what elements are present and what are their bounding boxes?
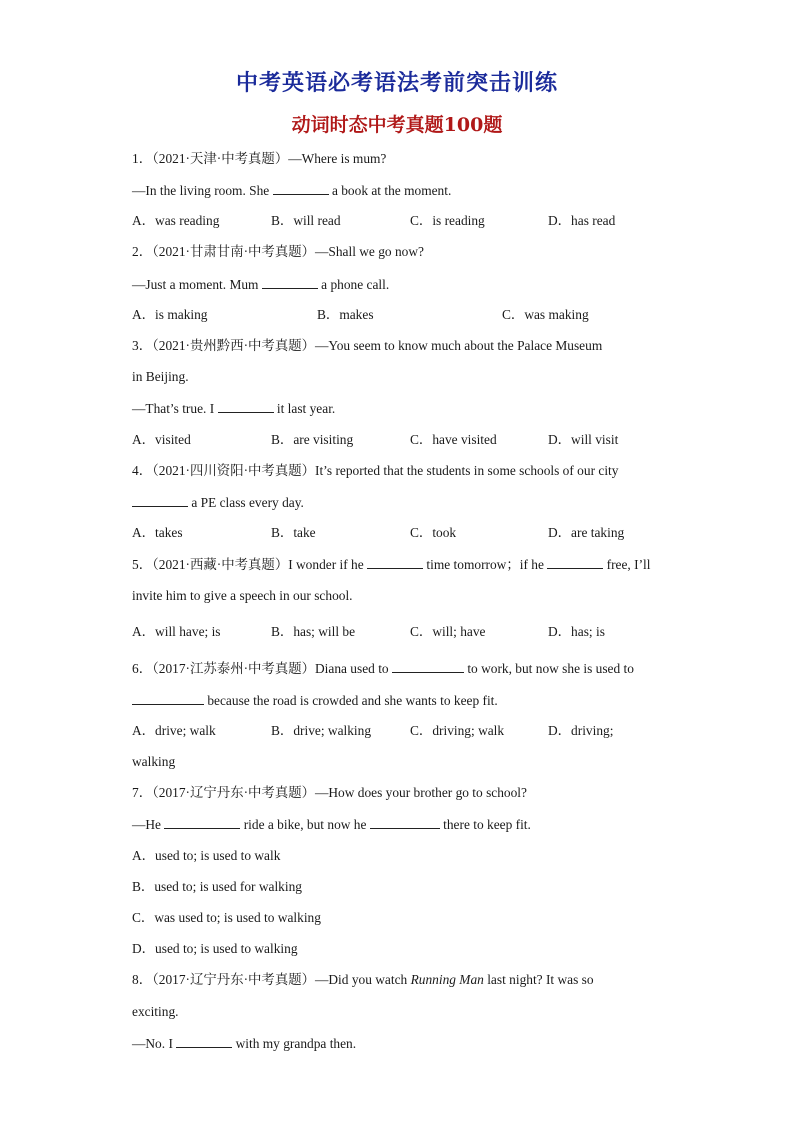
question-1-option-a: A．was reading	[132, 213, 220, 228]
question-7-option-a: A．used to; is used to walk	[132, 848, 281, 863]
question-6-option-d: D．driving;	[548, 723, 614, 738]
question-6-stem: 6．（2017·江苏泰州·中考真题）Diana used to to work, but now she is used to	[132, 661, 634, 676]
question-8-stem-cont: exciting.	[132, 1004, 179, 1019]
answer-blank	[176, 1035, 232, 1048]
question-3-option-c: C．have visited	[410, 432, 497, 447]
question-2-stem: 2．（2021·甘肃甘南·中考真题）—Shall we go now?	[132, 244, 424, 259]
question-2-option-b: B．makes	[317, 307, 374, 322]
question-1-option-d: D．has read	[548, 213, 616, 228]
question-8-stem: 8．（2017·辽宁丹东·中考真题）—Did you watch Running Man last night? It was so	[132, 972, 594, 987]
question-6-option-b: B．drive; walking	[271, 723, 372, 738]
answer-blank	[218, 400, 274, 413]
question-6-option-a: A．drive; walk	[132, 723, 216, 738]
answer-blank	[392, 660, 464, 673]
question-3-stem: 3．（2021·贵州黔西·中考真题）—You seem to know much about the Palace Museum	[132, 338, 603, 353]
answer-blank	[367, 556, 423, 569]
question-5-option-c: C．will; have	[410, 624, 486, 639]
question-1-option-c: C．is reading	[410, 213, 485, 228]
question-2-line2: —Just a moment. Mum a phone call.	[132, 277, 390, 292]
question-1-line2: —In the living room. She a book at the moment.	[132, 183, 452, 198]
question-6-option-c: C．driving; walk	[410, 723, 505, 738]
question-2-option-c: C．was making	[502, 307, 589, 322]
question-7-option-b: B．used to; is used for walking	[132, 879, 302, 894]
answer-blank	[547, 556, 603, 569]
answer-blank	[262, 276, 318, 289]
question-1-stem: 1．（2021·天津·中考真题）—Where is mum?	[132, 151, 387, 166]
question-1-option-b: B．will read	[271, 213, 341, 228]
question-5-option-a: A．will have; is	[132, 624, 221, 639]
question-5-stem: 5．（2021·西藏·中考真题）I wonder if he time tomorrow；if he free, I’ll	[132, 557, 651, 572]
question-6-line2: because the road is crowded and she wants to keep fit.	[132, 692, 498, 709]
question-3-option-d: D．will visit	[548, 432, 619, 447]
question-7-option-c: C．was used to; is used to walking	[132, 910, 321, 925]
question-4-stem: 4．（2021·四川资阳·中考真题）It’s reported that the students in some schools of our city	[132, 463, 619, 478]
question-7-stem: 7．（2017·辽宁丹东·中考真题）—How does your brother go to school?	[132, 785, 527, 800]
question-8-line2: —No. I with my grandpa then.	[132, 1036, 357, 1051]
question-5-stem-cont: invite him to give a speech in our school.	[132, 588, 353, 603]
answer-blank	[370, 816, 440, 829]
answer-blank	[132, 494, 188, 507]
question-6-option-d-cont: walking	[132, 754, 176, 769]
question-4-option-d: D．are taking	[548, 525, 625, 540]
answer-blank	[273, 182, 329, 195]
question-5-option-d: D．has; is	[548, 624, 605, 639]
question-4-option-b: B．take	[271, 525, 316, 540]
answer-blank	[164, 816, 240, 829]
question-4-option-c: C．took	[410, 525, 457, 540]
question-3-option-b: B．are visiting	[271, 432, 354, 447]
question-4-line2: a PE class every day.	[132, 494, 304, 511]
question-3-option-a: A．visited	[132, 432, 191, 447]
question-3-stem-cont: in Beijing.	[132, 369, 189, 384]
question-5-option-b: B．has; will be	[271, 624, 356, 639]
question-4-option-a: A．takes	[132, 525, 183, 540]
page-title: 中考英语必考语法考前突击训练	[235, 70, 558, 96]
answer-blank	[132, 692, 204, 705]
page-subtitle: 动词时态中考真题100题	[291, 114, 503, 136]
question-7-option-d: D．used to; is used to walking	[132, 941, 298, 956]
question-3-line2: —That’s true. I it last year.	[132, 401, 336, 416]
question-7-line2: —He ride a bike, but now he there to keep fit.	[132, 817, 531, 832]
question-2-option-a: A．is making	[132, 307, 208, 322]
